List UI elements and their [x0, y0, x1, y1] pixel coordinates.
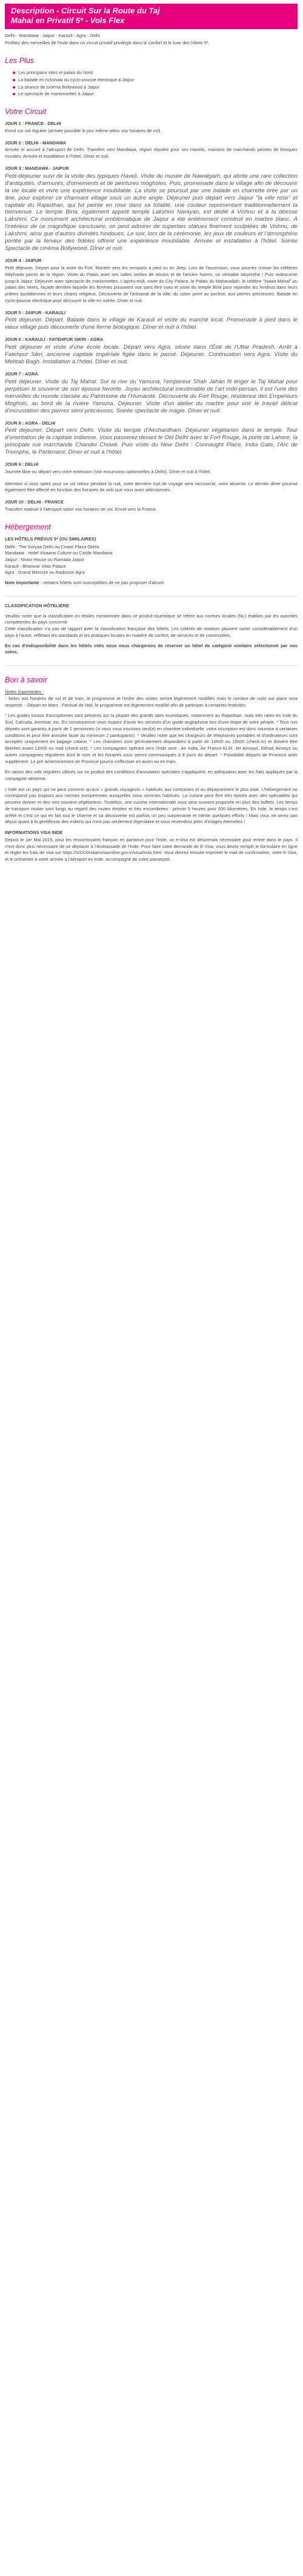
day-2	[5, 140, 298, 160]
day-5	[5, 310, 298, 332]
bon-a-savoir-section	[5, 689, 298, 863]
day-heading: JOUR 9 : DELHI	[5, 462, 39, 468]
hotels-subtitle: LES HÔTELS PRÉVUS 5* (OU SIMILAIRES)	[5, 536, 96, 542]
attention-text: Attention si vous optez pour un vol retour pendant la nuit, votre dernière nuit de voyage sera raccourcie, voire absente. Le dernier dîner pourrait également être affecté en fonction des horaires de vols que vous avez sélectionnés.	[5, 480, 298, 493]
visa-title: INFORMATIONS VISA INDE	[5, 830, 63, 836]
visa-text: Depuis le 1er Mai 2015, pour les ressortissants français en partance pour l'Inde, un e-visa est désormais nécessaire pour entrer dans le pays. Il n'est donc plus nécessaire de se déplacer à l'Ambassade de l'Inde. Pour faire votre demande de E-Visa, vous devez remplir le formulaire en ligne et régler les frais de visa sur https://XXXXindianvisaonline.gov.in/visa/tvoa.html. Vous devrez ensuite imprimer le mail de confirmation, votre E-Visa, et le présenter à votre arrivée à l'aéroport en Inde, accompagné de votre passeport.	[5, 836, 298, 863]
hotel-row: Karauli : Bhanwar Vilas Palace	[5, 563, 66, 569]
notes-label: Notes importantes :	[5, 689, 44, 695]
hotels-section	[5, 536, 298, 587]
intro-text: Profitez des merveilles de l'Inde dans un circuit privatif privilégié dans le confort et le luxe des hôtels 5*.	[5, 40, 210, 46]
hotel-row: Delhi : The Suryaa Delhi ou Crown Plaza Okhla	[5, 543, 99, 550]
guides-text: * Les guides locaux francophones sont présents sur la plupart des grands sites touristiques, notamment au Rajasthan, mais très rares en Inde du Sud, Calcutta, Amritsar, etc. En conséquence vous risquez d'avoir les services d'un guide anglophone lors d'une étape de votre périple. * Tous nos départs sont garantis à partir de 2 personnes (si vous vous inscrivez seul(e) en chambre individuelle, votre inscription est donc soumise à certaines conditions et peut être annulée faute du minimum 2 participants). * Veuillez noter que les chargeurs de téléphones portables et d'ordinateurs sont acceptés uniquement en bagage cabine. * Les chambres sont généralement disponibles à partir de 14h00 ou 15h00 (check-in) et doivent être libérées avant 11h00 ou midi (check-out). * Les compagnies opérant vers l'Inde sont : Air India, Air France-KLM, Jet Airways, Etihad Airways ou autres compagnies régulières dont le nom et les horaires vous seront communiqués à 8 jours du départ. * Possibilité départs de Province avec supplément. Le pré acheminement de Province pourra s'effectuer en avion ou en train.	[5, 713, 298, 764]
page	[0, 0, 303, 876]
hebergement-heading: Hébergement	[5, 522, 51, 531]
inde-text: L'Inde est un pays qui ne peut convenir qu'aux « grands voyageurs » habitués aux contrastes et au dépaysement le plus total. L'hébergement ne correspond pas toujours aux normes européennes auxquelles nous sommes habitués. La cuisine peut être très épicée avec des spécialités qui peuvent donner et des vins souvent végétariens. Toutefois, une cuisine internationale vous sera souvent proposée en plus des buffets. Les temps de transport routier sont longs au regard des routes étroites et très encombrées : prévoir 5 heures pour 200 kilomètres. En Inde, le temps s'est arrêté et c'est ce qui en fait tout le charme et sa découverte est parfois un peu surprenante et mérite quelques efforts ! Mais vous ne serez pas déçus quant à la gentillesse des indiens qui n'est pas seulement légendaire et vous reviendrez plein d'images éternelles !	[5, 786, 298, 825]
notes-text: - Selon vos horaires de vol et de train, le programme et l'ordre des visites seront légèrement modifiés mais le nombre de nuits sur place sera respecté. - Départ en Mars : Festival de Holi, le programme est légèrement modifié afin de participer à certaines festivités.	[5, 695, 298, 708]
day-text: Petit-déjeuner suivi de la visite des typiques Haveli. Visite du musée de Nawalgarh, qui abrite une rare collection d'antiquités, d'armures, d'ornements et de peintures mogholes. Puis, promenade dans le village afin de découvrir la vie locale et vivre une expérience inoubliable. La visite se poursuit par une balade en charrette tirée par un âne, pour explorer ce charmant village sous un autre angle. Déjeuner puis départ vers Jaipur "la ville rose" et capitale du Rajasthan, qui fut peinte en rose dans sa totalité, une couleur représentant traditionnellement la bienvenue. Le temple Birla, également appelé temple Lakshmi Narayan, est dédié à Vishnu et à la déesse Lakshmi. Ce monument architectural emblématique de Jaipur a été entièrement construit en marbre blanc. À l'intérieur de ce magnifique sanctuaire, on peut admirer de superbes statues finement sculptées de Vishnu, de Lakshmi, ainsi que d'autres divinités hindoues. Le soir, lors de la cérémonie, les jeux de couleurs et l'atmosphère portée par la ferveur des fidèles offrent une expérience inoubliable. Arrivée et installation à l'hôtel. Soirée Spectacle de cinéma Bollywood. Dîner et nuit.	[5, 172, 298, 252]
classification-title: CLASSIFICATION HÔTELIÈRE	[5, 602, 69, 608]
hotel-row: Agra : Grand Mercure ou Radisson Agra	[5, 570, 85, 576]
day-text: Transfert matinal à l'aéroport selon vos horaires de vol. Envol vers la France.	[5, 506, 158, 512]
list-item: La séance de cinéma Bollywood à Jaipur	[18, 84, 298, 91]
day-heading: JOUR 7 : AGRA	[5, 371, 38, 377]
day-4	[5, 258, 298, 304]
hotel-row: Mandawa : Hotel Vivaana Culture ou Castle Mandawa	[5, 550, 113, 556]
classification-section	[5, 603, 298, 656]
day-text: Petit déjeuner. Départ pour la visite du Fort. Montée vers les remparts à pied ou en Jeep. Lors de l'ascension, vous pourrez croiser les célèbres éléphants peints de la région. Visite du Palais avec ses salles serties de miroirs et de l'ancien harem, un véritable labyrinthe ! Puis redescente jusqu'à Jaipur. Déjeuner avec spectacle de marionnettes. L'après-midi, visite du City Palace, le Palais du Maharadjah, le célèbre "Hawa Mahal" ou palais des Vents, façade derrière laquelle les femmes pouvaient voir sans être vues et visite du temple Birla pour rejoindre les hindous dans leurs prières quotidiennes et leurs chants religieux. Découverte de l'artisanat de la ville, du coton peint au pochoir, aux pierres précieuses. Balade en cyclo-pousse électrique pour découvrir la ville en soirée. Dîner et nuit.	[5, 265, 298, 303]
day-text: Envol sur vol régulier (arrivée possible le jour même selon vos horaires de vol).	[5, 127, 162, 133]
title-line-1: Description - Circuit Sur la Route du Taj	[11, 6, 160, 15]
day-10	[5, 499, 298, 513]
attention-note	[5, 481, 298, 494]
classification-text-2: Cette classification n'a pas de rapport avec la classification française des hôtels. Les critères de notation peuvent varier considérablement d'un pays à l'autre, reflétant les standards et les pratiques locales en matière de confort, de services et de commodités.	[5, 626, 298, 638]
circuit-heading: Votre Circuit	[5, 107, 47, 116]
note-text: : certains hôtels sont susceptibles de ne pas proposer d'alcool.	[39, 580, 165, 586]
day-7	[5, 371, 298, 415]
day-text: Arrivée et accueil à l'aéroport de Delhi. Transfert vers Mandawa, région réputée pour ses Havelis, maisons de marchands peintes de fresques murales. Arrivée et installation à l'hôtel. Dîner et nuit.	[5, 147, 298, 160]
day-1	[5, 121, 298, 134]
title-banner	[5, 4, 298, 29]
day-heading: JOUR 5 : JAIPUR - KARAULI	[5, 309, 66, 315]
day-9	[5, 462, 298, 475]
hotels-note	[5, 580, 298, 587]
day-text: Petit déjeuner. Départ. Balade dans le village de Karauli et visite du marché local. Promenade à pied dans le vieux village puis découverte d'une ferme biologique. Dîner et nuit à l'hôtel.	[5, 317, 298, 331]
day-3	[5, 166, 298, 253]
list-item: Les principaux sites et palais du Nord	[18, 70, 298, 76]
plus-heading: Les Plus	[5, 56, 34, 65]
day-6	[5, 337, 298, 366]
bon-a-savoir-heading: Bon à savoir	[5, 676, 47, 685]
day-heading: JOUR 2 : DELHI - MANDAWA	[5, 140, 67, 146]
day-heading: JOUR 3 : MANDAWA - JAIPUR	[5, 165, 69, 171]
day-heading: JOUR 1 : FRANCE - DELHI	[5, 121, 61, 127]
circuit-days	[5, 121, 298, 513]
day-text: Petit déjeuner et visite d'une école locale. Départ vers Agra, située dans l'État de l'Uttar Pradesh. Arrêt à Fatehpur Sikri, ancienne capitale impériale figée dans le passé. Déjeuner. Continuation vers Agra. Visite du Mehtab Bagh. Installation à l'hôtel. Dîner et nuit.	[5, 343, 298, 365]
day-text: Petit déjeuner. Départ vers Delhi. Visite du temple d'Akshardham. Déjeuner végétarien dans le temple. Tour d'orientation de la capitale indienne. Vous passerez devant le Old Delhi avec le Fort Rouge, la porte de Lahore, la principale rue marchande Chandni Chowk. Puis visite du New Delhi : Connaught Place, India Gate, l'Arc de Triomphe, le Parlement. Dîner et nuit à l'hôtel.	[5, 427, 298, 456]
day-heading: JOUR 10 : DELHI - FRANCE	[5, 499, 64, 505]
note-label: Note importante	[5, 580, 39, 586]
route: Delhi - Mandawa - Jaipur - Karauli - Agra - Delhi	[5, 32, 100, 38]
day-heading: JOUR 4 : JAIPUR	[5, 258, 42, 264]
plus-list	[5, 70, 298, 98]
classification-text-1: Veuillez noter que la classification en étoiles mentionnée dans ce produit touristique se réfère aux normes locales (NL) établies par les autorités compétentes du pays concerné.	[5, 613, 298, 625]
divider	[5, 665, 298, 666]
hotel-row: Jaipur : Niravi House ou Ramada Jaipur	[5, 556, 85, 562]
classification-text-3: En cas d'indisponibilité dans les hôtels cités nous nous chargerons de réserver un hôtel de catégorie similaire sélectionné par nos soins.	[5, 642, 298, 655]
day-8	[5, 420, 298, 457]
day-heading: JOUR 6 : KARAULI - FATEHPUR SIKRI - AGRA	[5, 337, 104, 343]
list-item: La balade en rickshaw ou cyclo-pousse électrique à Jaipur	[18, 77, 298, 84]
raison-text: En raison des vols réguliers utilisés sur ce produit des conditions d'annulation spéciales s'appliquent, en adéquation avec les frais appliqués par la compagnie aérienne.	[5, 769, 298, 781]
day-heading: JOUR 8 : AGRA - DELHI	[5, 420, 56, 426]
day-text: Journée libre ou départ vers votre extension (voir excursions optionnelles à Delhi). Dîner et nuit à l'hôtel.	[5, 468, 211, 474]
title-line-2: Mahal en Privatif 5* - Vols Flex	[11, 16, 125, 25]
divider	[5, 596, 298, 597]
list-item: Le spectacle de marionnettes à Jaipur	[18, 91, 298, 98]
day-text: Petit déjeuner. Visite du Taj Mahal. Sur la rive du Yamuna, l'empereur Shah Jahan fit ériger le Taj Mahal pour perpétuer le souvenir de son épouse favorite. Joyau architectural inestimable de l'art indo-persan, il est l'une des merveilles du monde classée au Patrimoine de l'Humanité. Découverte du Fort Rouge, résidence des Empereurs Moghols, au bord de la rivière Yamuna. Déjeuner. Visite d'un atelier du marbre pour voir le travail délicat d'incrustation des pierres semi précieuses. Soirée spectacle de magie. Dîner et nuit.	[5, 378, 298, 414]
